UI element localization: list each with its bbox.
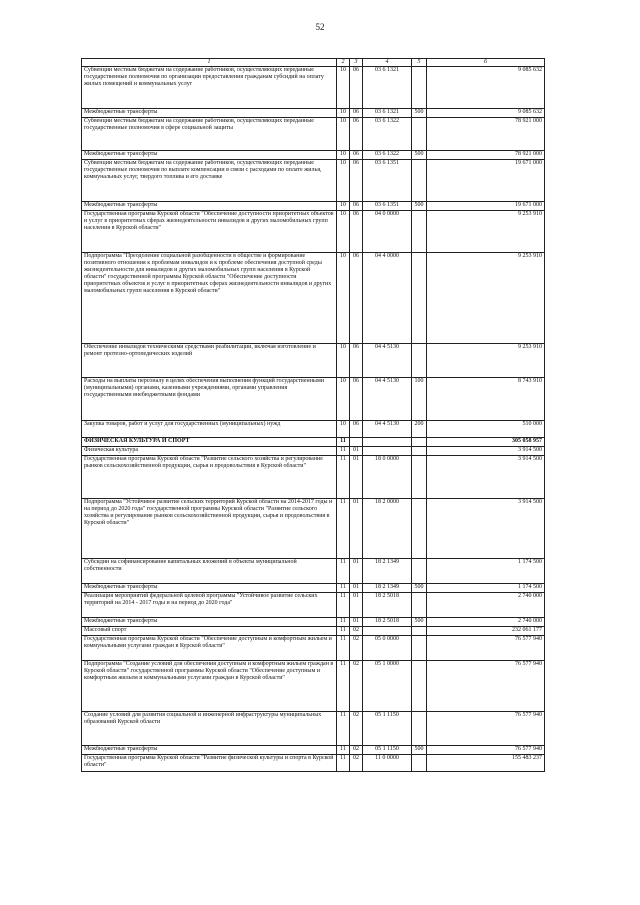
row-amount: 3 914 500 bbox=[427, 499, 545, 559]
row-amount: 19 671 000 bbox=[427, 160, 545, 202]
row-subsection-code: 06 bbox=[350, 118, 363, 151]
row-expense-type-code bbox=[412, 344, 427, 378]
row-expense-type-code: 500 bbox=[412, 746, 427, 755]
row-expense-type-code bbox=[412, 118, 427, 151]
row-subsection-code: 01 bbox=[350, 584, 363, 593]
row-subsection-code: 02 bbox=[350, 746, 363, 755]
row-amount: 1 174 500 bbox=[427, 584, 545, 593]
row-section-code: 10 bbox=[337, 253, 350, 344]
row-section-code: 10 bbox=[337, 160, 350, 202]
row-amount: 9 253 910 bbox=[427, 253, 545, 344]
row-expense-type-code: 500 bbox=[412, 584, 427, 593]
header-cell-rz: 2 bbox=[337, 59, 350, 67]
row-target-article-code: 05 0 0000 bbox=[363, 636, 412, 661]
row-target-article-code: 03 6 1321 bbox=[363, 67, 412, 109]
row-amount: 305 058 957 bbox=[427, 438, 545, 447]
row-expense-type-code bbox=[412, 593, 427, 618]
table-row bbox=[82, 67, 545, 109]
row-target-article-code: 04 4 5130 bbox=[363, 378, 412, 421]
table-row bbox=[82, 160, 545, 202]
row-target-article-code: 03 6 1351 bbox=[363, 202, 412, 211]
table-row bbox=[82, 378, 545, 421]
row-section-code: 11 bbox=[337, 593, 350, 618]
row-expense-type-code: 100 bbox=[412, 378, 427, 421]
row-subsection-code: 01 bbox=[350, 456, 363, 499]
row-amount: 2 740 000 bbox=[427, 618, 545, 627]
table-row bbox=[82, 755, 545, 772]
row-section-code: 10 bbox=[337, 67, 350, 109]
header-cell-pr: 3 bbox=[350, 59, 363, 67]
row-name: Физическая культура bbox=[82, 447, 337, 456]
row-expense-type-code bbox=[412, 456, 427, 499]
table-row bbox=[82, 438, 545, 447]
row-expense-type-code: 500 bbox=[412, 109, 427, 118]
row-expense-type-code bbox=[412, 211, 427, 253]
row-amount: 1 174 500 bbox=[427, 559, 545, 584]
row-target-article-code bbox=[363, 627, 412, 636]
table-row bbox=[82, 151, 545, 160]
row-section-code: 11 bbox=[337, 712, 350, 746]
row-name: Субсидии на софинансирование капитальных вложений в объекты муниципальной собственности bbox=[82, 559, 337, 584]
table-row bbox=[82, 627, 545, 636]
row-section-code: 10 bbox=[337, 378, 350, 421]
table-row bbox=[82, 447, 545, 456]
row-subsection-code: 02 bbox=[350, 661, 363, 712]
row-subsection-code: 06 bbox=[350, 160, 363, 202]
table-row bbox=[82, 746, 545, 755]
row-target-article-code: 18 0 0000 bbox=[363, 456, 412, 499]
row-name: Расходы на выплаты персоналу в целях обеспечения выполнения функций государственными (муниципальными) органами, казенными учреждениями, органами управления государственными внебюджетными фондами bbox=[82, 378, 337, 421]
row-name: Создание условий для развития социальной и инженерной инфраструктуры муниципальных образований Курской области bbox=[82, 712, 337, 746]
row-expense-type-code: 500 bbox=[412, 202, 427, 211]
row-name: Межбюджетные трансферты bbox=[82, 202, 337, 211]
row-expense-type-code bbox=[412, 67, 427, 109]
table-row bbox=[82, 559, 545, 584]
row-amount: 9 253 910 bbox=[427, 344, 545, 378]
row-section-code: 11 bbox=[337, 438, 350, 447]
row-name: Закупка товаров, работ и услуг для государственных (муниципальных) нужд bbox=[82, 421, 337, 438]
table-row bbox=[82, 661, 545, 712]
row-subsection-code: 01 bbox=[350, 618, 363, 627]
row-section-code: 11 bbox=[337, 499, 350, 559]
row-target-article-code: 03 6 1351 bbox=[363, 160, 412, 202]
row-name: Государственная программа Курской области "Обеспечение доступным и комфортным жильем и коммунальными услугами граждан в Курской области" bbox=[82, 636, 337, 661]
table-row bbox=[82, 421, 545, 438]
row-amount: 76 577 940 bbox=[427, 712, 545, 746]
row-target-article-code: 04 4 5130 bbox=[363, 344, 412, 378]
table-row bbox=[82, 211, 545, 253]
row-name: Субвенции местным бюджетам на содержание работников, осуществляющих переданные государственные полномочия по выплате компенсации в связи с расходами по оплате жилья, коммунальных услуг, твердого топлива и его доставке bbox=[82, 160, 337, 202]
row-section-code: 10 bbox=[337, 344, 350, 378]
row-section-code: 10 bbox=[337, 421, 350, 438]
table-row bbox=[82, 593, 545, 618]
row-section-code: 11 bbox=[337, 618, 350, 627]
row-subsection-code: 06 bbox=[350, 378, 363, 421]
row-amount: 78 921 000 bbox=[427, 151, 545, 160]
row-subsection-code: 06 bbox=[350, 211, 363, 253]
row-expense-type-code bbox=[412, 160, 427, 202]
row-name: Подпрограмма "Создание условий для обеспечения доступным и комфортным жильем граждан в Курской области" государственной программы Курской области "Обеспечение доступным и комфортным жильем и коммунальными услугами граждан в Курской области" bbox=[82, 661, 337, 712]
row-subsection-code: 02 bbox=[350, 636, 363, 661]
row-name: Межбюджетные трансферты bbox=[82, 584, 337, 593]
row-subsection-code: 06 bbox=[350, 67, 363, 109]
row-amount: 9 085 632 bbox=[427, 109, 545, 118]
header-row bbox=[82, 59, 545, 67]
row-target-article-code: 04 4 5130 bbox=[363, 421, 412, 438]
row-expense-type-code bbox=[412, 755, 427, 772]
row-target-article-code: 04 0 0000 bbox=[363, 211, 412, 253]
header-cell-vr: 5 bbox=[412, 59, 427, 67]
row-subsection-code: 02 bbox=[350, 755, 363, 772]
row-target-article-code: 18 2 1349 bbox=[363, 559, 412, 584]
row-name: Массовый спорт bbox=[82, 627, 337, 636]
row-section-code: 10 bbox=[337, 109, 350, 118]
row-name: Субвенции местным бюджетам на содержание работников, осуществляющих переданные государственные полномочия в сфере социальной защиты bbox=[82, 118, 337, 151]
row-target-article-code: 03 6 1321 bbox=[363, 109, 412, 118]
row-amount: 9 085 632 bbox=[427, 67, 545, 109]
row-name: Межбюджетные трансферты bbox=[82, 618, 337, 627]
row-name: Подпрограмма "Устойчивое развитие сельских территорий Курской области на 2014-2017 годы и на период до 2020 года" государственной программы Курской области "Развитие сельского хозяйства и регулирование рынков сельскохозяйственной продукции, сырья и продовольствия в Курской области" bbox=[82, 499, 337, 559]
row-amount: 155 483 237 bbox=[427, 755, 545, 772]
row-name: Государственная программа Курской области "Развитие физической культуры и спорта в Курской области" bbox=[82, 755, 337, 772]
row-section-code: 11 bbox=[337, 636, 350, 661]
row-target-article-code: 05 1 1150 bbox=[363, 712, 412, 746]
row-target-article-code: 18 2 5018 bbox=[363, 618, 412, 627]
row-target-article-code: 05 1 0000 bbox=[363, 661, 412, 712]
row-subsection-code bbox=[350, 438, 363, 447]
row-expense-type-code bbox=[412, 447, 427, 456]
row-section-code: 11 bbox=[337, 456, 350, 499]
row-subsection-code: 06 bbox=[350, 421, 363, 438]
row-expense-type-code bbox=[412, 253, 427, 344]
row-subsection-code: 06 bbox=[350, 344, 363, 378]
row-subsection-code: 06 bbox=[350, 109, 363, 118]
row-amount: 3 914 500 bbox=[427, 447, 545, 456]
row-expense-type-code: 200 bbox=[412, 421, 427, 438]
row-expense-type-code: 500 bbox=[412, 618, 427, 627]
row-section-code: 11 bbox=[337, 584, 350, 593]
table-row bbox=[82, 118, 545, 151]
row-target-article-code: 18 2 5018 bbox=[363, 593, 412, 618]
row-target-article-code: 03 6 1322 bbox=[363, 118, 412, 151]
row-section-code: 10 bbox=[337, 202, 350, 211]
row-expense-type-code bbox=[412, 627, 427, 636]
row-amount: 9 253 910 bbox=[427, 211, 545, 253]
row-expense-type-code bbox=[412, 636, 427, 661]
row-name: Субвенции местным бюджетам на содержание работников, осуществляющих переданные государственные полномочия по организации предоставления гражданам субсидий на оплату жилых помещений и коммунальных услуг bbox=[82, 67, 337, 109]
row-amount: 510 000 bbox=[427, 421, 545, 438]
row-expense-type-code bbox=[412, 559, 427, 584]
row-target-article-code: 11 0 0000 bbox=[363, 755, 412, 772]
row-target-article-code: 18 2 0000 bbox=[363, 499, 412, 559]
row-subsection-code: 02 bbox=[350, 712, 363, 746]
row-subsection-code: 01 bbox=[350, 499, 363, 559]
row-name: Государственная программа Курской области "Развитие сельского хозяйства и регулирование рынков сельскохозяйственной продукции, сырья и продовольствия в Курской области" bbox=[82, 456, 337, 499]
table-row bbox=[82, 584, 545, 593]
row-name: ФИЗИЧЕСКАЯ КУЛЬТУРА И СПОРТ bbox=[82, 438, 337, 447]
row-target-article-code: 04 4 0000 bbox=[363, 253, 412, 344]
row-section-code: 11 bbox=[337, 447, 350, 456]
row-target-article-code: 18 2 1349 bbox=[363, 584, 412, 593]
table-row bbox=[82, 202, 545, 211]
row-name: Государственная программа Курской области "Обеспечение доступности приоритетных объектов и услуг в приоритетных сферах жизнедеятельности инвалидов и других маломобильных групп населения в Курской области" bbox=[82, 211, 337, 253]
row-amount: 76 577 940 bbox=[427, 661, 545, 712]
row-subsection-code: 06 bbox=[350, 202, 363, 211]
row-target-article-code: 03 6 1322 bbox=[363, 151, 412, 160]
table-row bbox=[82, 344, 545, 378]
row-amount: 2 740 000 bbox=[427, 593, 545, 618]
row-section-code: 11 bbox=[337, 661, 350, 712]
row-section-code: 11 bbox=[337, 559, 350, 584]
row-section-code: 11 bbox=[337, 755, 350, 772]
row-subsection-code: 01 bbox=[350, 447, 363, 456]
row-subsection-code: 01 bbox=[350, 559, 363, 584]
header-cell-csr: 4 bbox=[363, 59, 412, 67]
row-amount: 76 577 940 bbox=[427, 746, 545, 755]
row-target-article-code bbox=[363, 447, 412, 456]
row-name: Межбюджетные трансферты bbox=[82, 151, 337, 160]
table-row bbox=[82, 618, 545, 627]
row-section-code: 10 bbox=[337, 118, 350, 151]
row-amount: 232 061 177 bbox=[427, 627, 545, 636]
row-section-code: 11 bbox=[337, 627, 350, 636]
row-target-article-code bbox=[363, 438, 412, 447]
row-amount: 19 671 000 bbox=[427, 202, 545, 211]
row-name: Реализация мероприятий федеральной целевой программы "Устойчивое развитие сельских территорий на 2014 - 2017 годы и на период до 2020 года" bbox=[82, 593, 337, 618]
row-expense-type-code bbox=[412, 438, 427, 447]
row-subsection-code: 06 bbox=[350, 151, 363, 160]
row-name: Межбюджетные трансферты bbox=[82, 746, 337, 755]
row-name: Межбюджетные трансферты bbox=[82, 109, 337, 118]
table-row bbox=[82, 109, 545, 118]
row-expense-type-code bbox=[412, 499, 427, 559]
budget-table bbox=[81, 58, 545, 772]
row-name: Обеспечение инвалидов техническими средствами реабилитации, включая изготовление и ремонт протезно-ортопедических изделий bbox=[82, 344, 337, 378]
row-expense-type-code: 500 bbox=[412, 151, 427, 160]
row-section-code: 10 bbox=[337, 151, 350, 160]
table-row bbox=[82, 712, 545, 746]
header-cell-sum: 6 bbox=[427, 59, 545, 67]
page-number: 52 bbox=[315, 22, 325, 32]
row-subsection-code: 01 bbox=[350, 593, 363, 618]
row-section-code: 10 bbox=[337, 211, 350, 253]
row-amount: 76 577 940 bbox=[427, 636, 545, 661]
row-section-code: 11 bbox=[337, 746, 350, 755]
row-amount: 3 914 500 bbox=[427, 456, 545, 499]
row-amount: 78 921 000 bbox=[427, 118, 545, 151]
table-body bbox=[82, 67, 545, 772]
row-expense-type-code bbox=[412, 661, 427, 712]
row-subsection-code: 02 bbox=[350, 627, 363, 636]
row-expense-type-code bbox=[412, 712, 427, 746]
table-row bbox=[82, 253, 545, 344]
row-target-article-code: 05 1 1150 bbox=[363, 746, 412, 755]
row-subsection-code: 06 bbox=[350, 253, 363, 344]
table-row bbox=[82, 499, 545, 559]
header-cell-name: 1 bbox=[82, 59, 337, 67]
table-row bbox=[82, 636, 545, 661]
row-amount: 8 743 910 bbox=[427, 378, 545, 421]
row-name: Подпрограмма "Преодоление социальной разобщенности в обществе и формирование позитивного отношения к проблемам инвалидов и к проблеме обеспечения доступной среды жизнедеятельности для инвалидов и других маломобильных групп населения в Курской области" государственной программы Курской области "Обеспечение доступности приоритетных объектов и услуг в приоритетных сферах жизнедеятельности инвалидов и других маломобильных групп населения в Курской области" bbox=[82, 253, 337, 344]
table-row bbox=[82, 456, 545, 499]
